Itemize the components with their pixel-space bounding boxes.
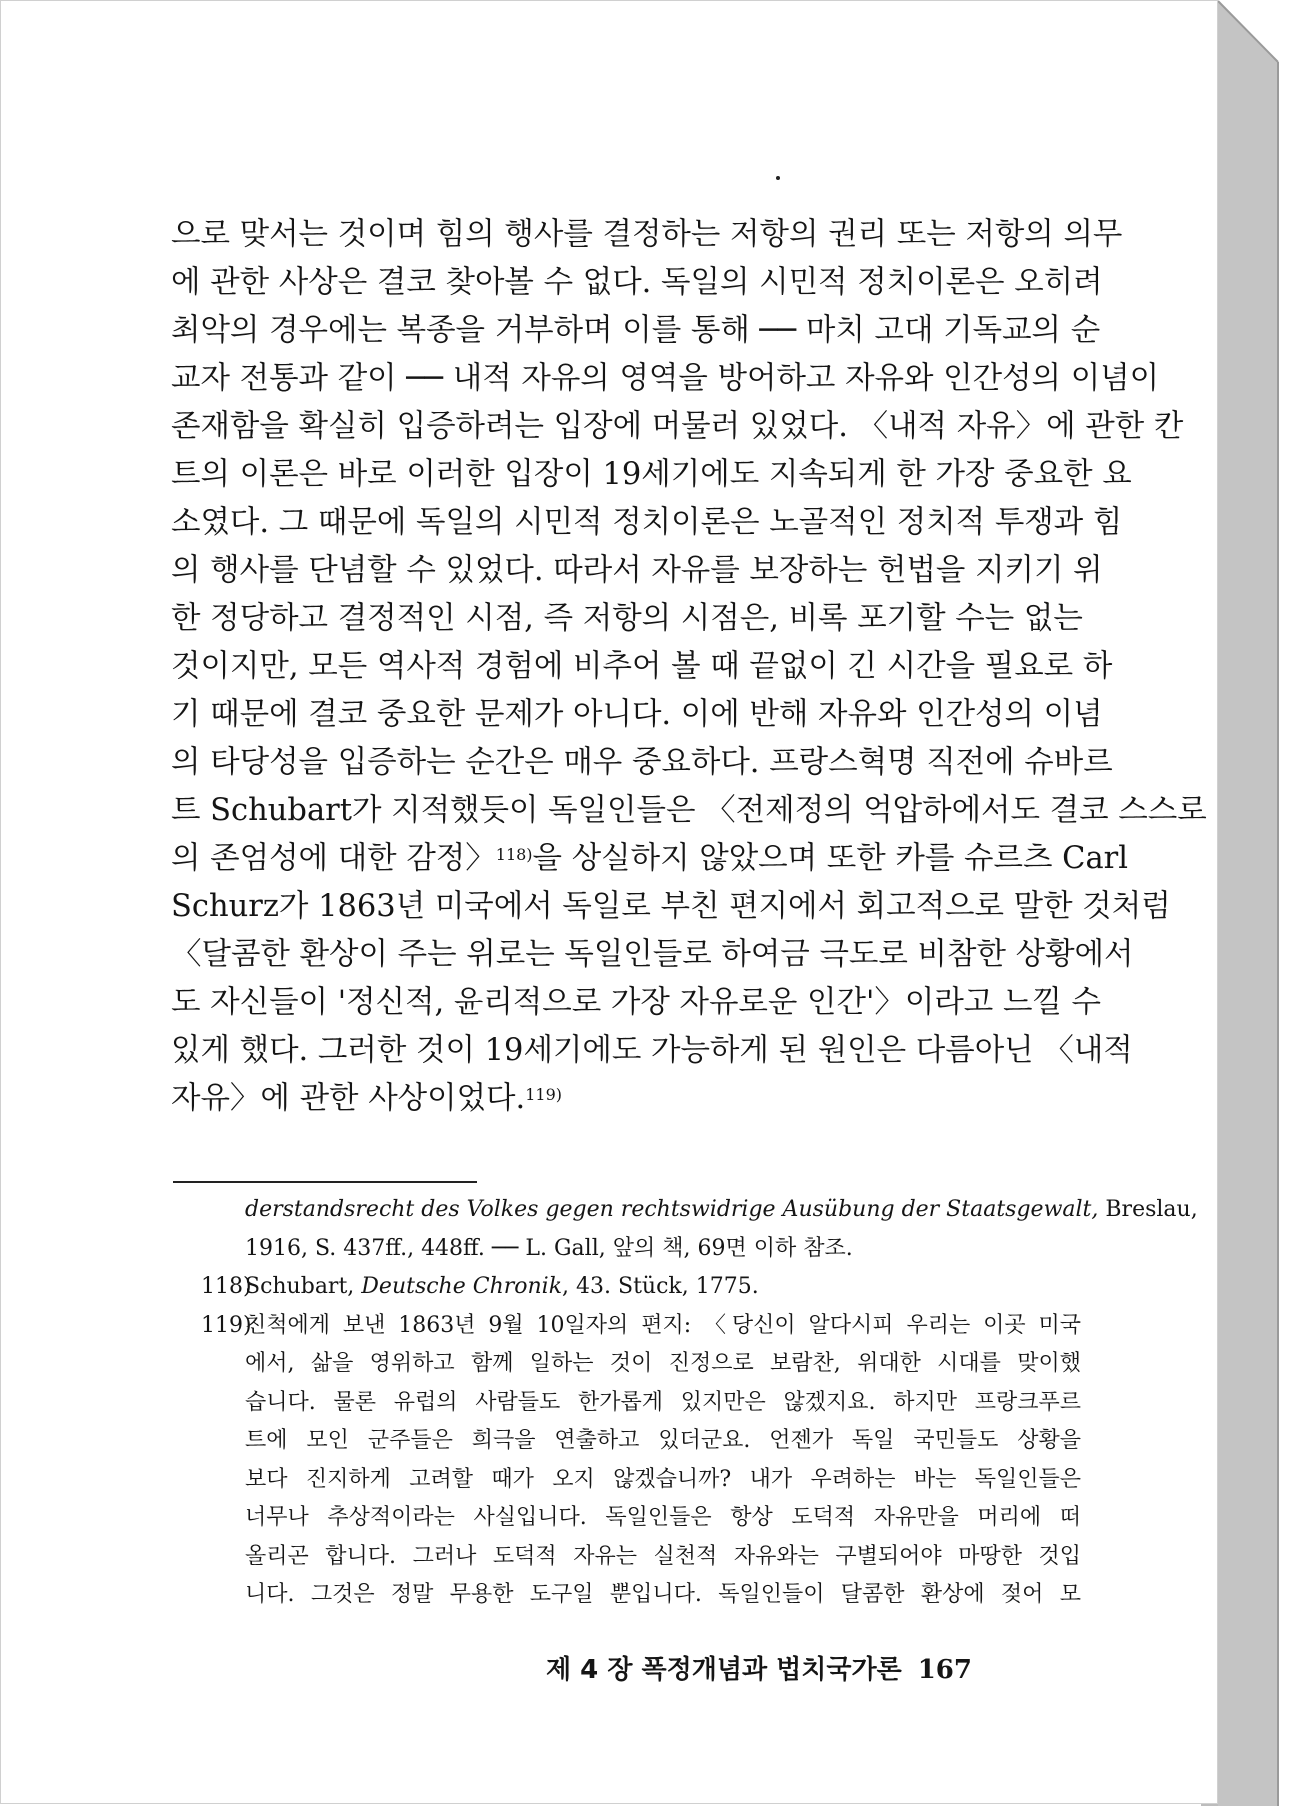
text-line: 도 자신들이 '정신적, 윤리적으로 가장 자유로운 인간'〉이라고 느낄 수 bbox=[171, 985, 1102, 1020]
footnote-119: 119)친척에게 보낸 1863년 9월 10일자의 편지: 〈당신이 알다시피 우리는 이곳 미국 bbox=[201, 1307, 1081, 1346]
main-text bbox=[171, 211, 1207, 1123]
text-line: 존재함을 확실히 입증하려는 입장에 머물러 있었다. 〈내적 자유〉에 관한 칸 bbox=[171, 409, 1184, 444]
scan-dot bbox=[776, 176, 780, 180]
footnote-line: 트에 모인 군주들은 희극을 연출하고 있더군요. 언젠가 독일 국민들도 상황을 bbox=[245, 1428, 1081, 1453]
text-line: 트 Schubart가 지적했듯이 독일인들은 〈전제정의 억압하에서도 결코 스스로 bbox=[171, 793, 1207, 828]
footnote-line: 니다. 그것은 정말 무용한 도구일 뿐입니다. 독일인들이 달콤한 환상에 젖어 모 bbox=[245, 1582, 1081, 1607]
text-line: 의 타당성을 입증하는 순간은 매우 중요하다. 프랑스혁명 직전에 슈바르 bbox=[171, 745, 1113, 780]
text-line: 에 관한 사상은 결코 찾아볼 수 없다. 독일의 시민적 정치이론은 오히려 bbox=[171, 265, 1103, 300]
text-line-with-footnote-ref: 의 존엄성에 대한 감정〉$^{118)}$을 상실하지 않았으며 또한 카를 슈르츠 Carl bbox=[171, 841, 1128, 876]
running-footer bbox=[546, 1649, 972, 1686]
footnote-continuation-line: derstandsrecht des Volkes gegen rechtswidrige Ausübung der Staatsgewalt, Breslau, bbox=[245, 1197, 1198, 1222]
footnote-line: 보다 진지하게 고려할 때가 오지 않겠습니까? 내가 우려하는 바는 독일인들은 bbox=[245, 1466, 1081, 1492]
footnote-line: 에서, 삶을 영위하고 함께 일하는 것이 진정으로 보람찬, 위대한 시대를 맞이했 bbox=[245, 1351, 1081, 1376]
text-line: 의 행사를 단념할 수 있었다. 따라서 자유를 보장하는 헌법을 지키기 위 bbox=[171, 553, 1103, 588]
text-line: 으로 맞서는 것이며 힘의 행사를 결정하는 저항의 권리 또는 저항의 의무 bbox=[171, 217, 1123, 252]
footnote-118: 118)Schubart, Deutsche Chronik, 43. Stück, 1775. bbox=[201, 1268, 1081, 1307]
text-line: Schurz가 1863년 미국에서 독일로 부친 편지에서 회고적으로 말한 것처럼 bbox=[171, 889, 1171, 924]
text-line: 있게 했다. 그러한 것이 19세기에도 가능하게 된 원인은 다름아닌 〈내적 bbox=[171, 1033, 1133, 1068]
text-line: 교자 전통과 같이 ── 내적 자유의 영역을 방어하고 자유와 인간성의 이념이 bbox=[171, 361, 1160, 396]
footnote-ref-118[interactable]: 118) bbox=[495, 845, 533, 864]
text-line: 것이지만, 모든 역사적 경험에 비추어 볼 때 끝없이 긴 시간을 필요로 하 bbox=[171, 649, 1113, 684]
page-number: 167 bbox=[917, 1655, 972, 1685]
footnote-separator bbox=[173, 1181, 477, 1183]
footnote-ref-119[interactable]: 119) bbox=[525, 1085, 562, 1104]
text-line-last: 자유〉에 관한 사상이었다.$^{119)}$ bbox=[171, 1081, 562, 1116]
text-line: 최악의 경우에는 복종을 거부하며 이를 통해 ── 마치 고대 기독교의 순 bbox=[171, 313, 1101, 348]
footnote-number: 119) bbox=[201, 1312, 252, 1338]
footnote-line: 너무나 추상적이라는 사실입니다. 독일인들은 항상 도덕적 자유만을 머리에 떠 bbox=[245, 1505, 1081, 1530]
text-line: 〈달콤한 환상이 주는 위로는 독일인들로 하여금 극도로 비참한 상황에서 bbox=[171, 937, 1134, 972]
footnote-line: 올리곤 합니다. 그러나 도덕적 자유는 실천적 자유와는 구별되어야 마땅한 것입 bbox=[245, 1543, 1081, 1569]
text-line: 트의 이론은 바로 이러한 입장이 19세기에도 지속되게 한 가장 중요한 요 bbox=[171, 457, 1132, 492]
text-line: 한 정당하고 결정적인 시점, 즉 저항의 시점은, 비록 포기할 수는 없는 bbox=[171, 601, 1083, 636]
chapter-title: 제 4 장 폭정개념과 법치국가론 bbox=[546, 1655, 902, 1685]
footnote-line: 습니다. 물론 유럽의 사람들도 한가롭게 있지만은 않겠지요. 하지만 프랑크푸르 bbox=[245, 1389, 1081, 1415]
footnotes bbox=[201, 1191, 1198, 1615]
text-line: 소였다. 그 때문에 독일의 시민적 정치이론은 노골적인 정치적 투쟁과 힘 bbox=[171, 505, 1123, 540]
footnote-continuation-line: 1916, S. 437ff., 448ff. ── L. Gall, 앞의 책, 69면 이하 참조. bbox=[245, 1235, 853, 1261]
footnote-number: 118) bbox=[201, 1274, 252, 1299]
text-line: 기 때문에 결코 중요한 문제가 아니다. 이에 반해 자유와 인간성의 이념 bbox=[171, 697, 1103, 732]
